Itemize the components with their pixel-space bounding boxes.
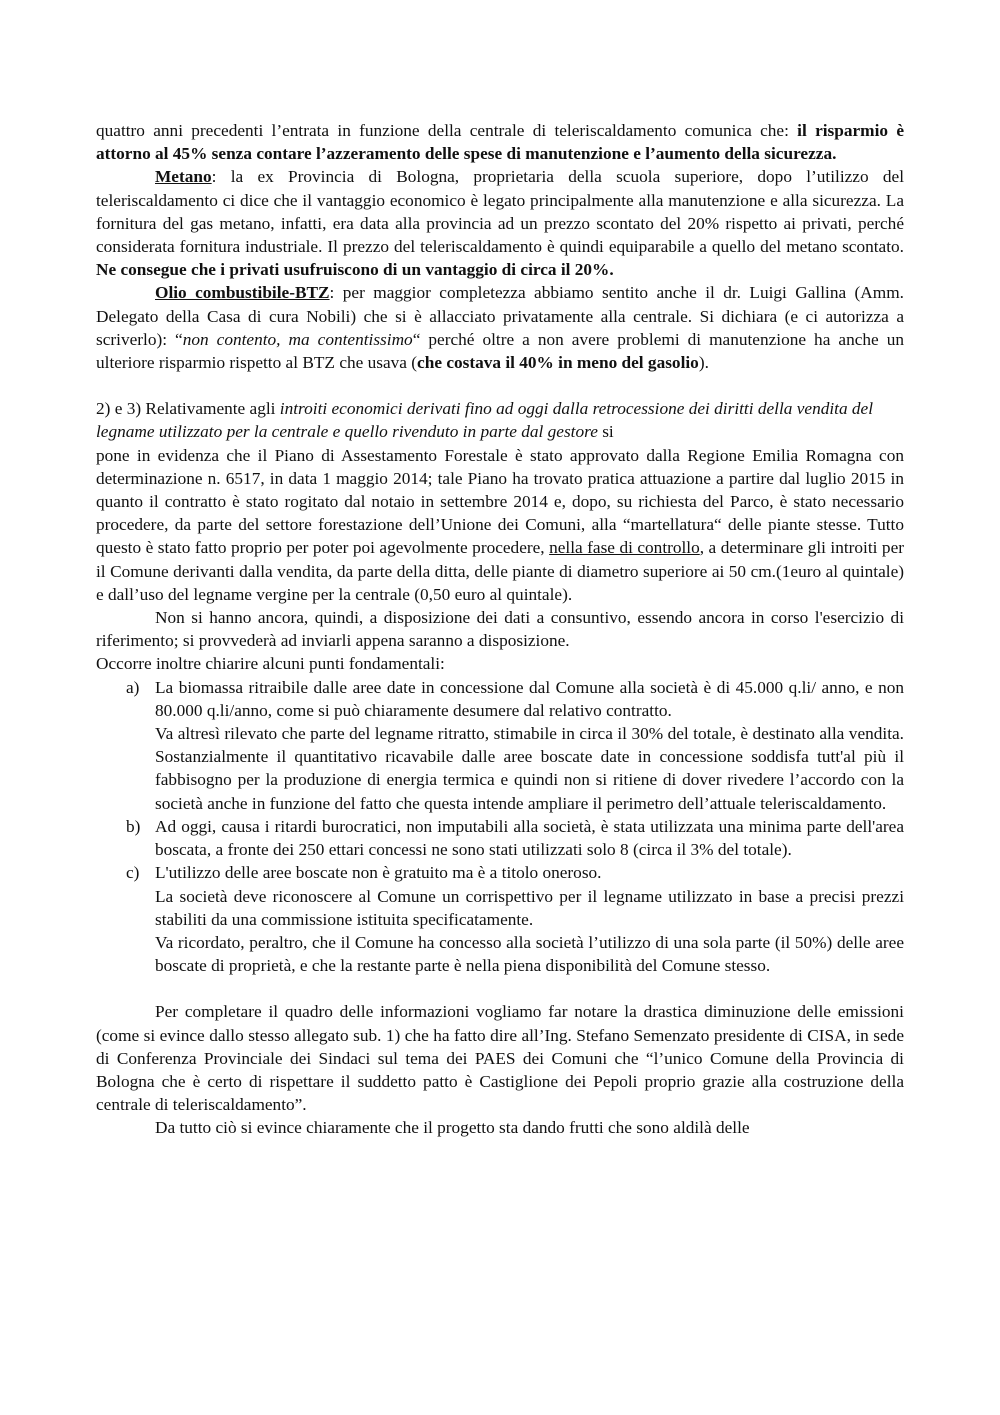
list-item-text: L'utilizzo delle aree boscate non è gratuito ma è a titolo oneroso. <box>155 863 602 883</box>
underlined-text: nella fase di controllo <box>549 538 700 558</box>
list-marker: a) <box>126 677 140 697</box>
paragraph-punti-intro: Occorre inoltre chiarire alcuni punti fondamentali: <box>96 654 445 674</box>
text-span: : la ex Provincia di Bologna, proprietaria della scuola superiore, dopo l’utilizzo del teleriscaldamento ci dice che il vantaggio economico è legato principalmente alla manutenzione e alla sicurezza. La fornitura del gas metano, infatti, era data alla provincia ad un prezzo scontato del 20% rispetto ai privati, perché considerata fornitura industriale. Il prezzo del teleriscaldamento è quindi equiparabile a quello del metano scontato. <box>96 167 904 257</box>
spacer <box>96 977 904 1000</box>
text-span: , a determinare gli introiti per il Comune derivanti dalla vendita, da parte della ditta, delle piante di diametro superiore ai 50 cm.(1euro al quintale) e dall’uso del legname vergine per la centrale (0,50 euro al quintale). <box>96 538 904 604</box>
list-item-c <box>96 861 904 977</box>
bold-text: Ne consegue che i privati usufruiscono di un vantaggio di circa il 20%. <box>96 260 614 280</box>
bold-text: che costava il 40% in meno del gasolio <box>417 353 699 373</box>
text-span: : per maggior completezza abbiamo sentito anche il dr. Luigi Gallina (Amm. Delegato della Casa di cura Nobili) che si è allacciato privatamente alla centrale. Si dichiara (e ci autorizza a scriverlo): “ <box>96 283 904 349</box>
list-marker: c) <box>126 863 140 883</box>
section-label-metano: Metano <box>155 167 212 187</box>
text-span: si <box>597 422 614 442</box>
list-item-text: Va altresì rilevato che parte del legname ritratto, stimabile in circa il 30% del totale, è destinato alla vendita. Sostanzialmente il quantitativo ricavabile dalle aree boscate date in concessione soddisfa tutt'al più il fabbisogno per la produzione di energia termica e quindi non si ritiene di dover rivedere l’accordo con la società anche in funzione del fatto che questa intende ampliare il perimetro dell’attuale teleriscaldamento. <box>155 724 904 813</box>
paragraph-risparmio <box>96 119 904 165</box>
paragraph-dati-consuntivo: Non si hanno ancora, quindi, a disposizione dei dati a consuntivo, essendo ancora in corso l'esercizio di riferimento; si provvederà ad inviarli appena saranno a disposizione. <box>96 608 904 651</box>
list-marker: b) <box>126 816 141 836</box>
text-span: pone in evidenza che il Piano di Assestamento Forestale è stato approvato dalla Regione Emilia Romagna con determinazione n. 6517, in data 1 maggio 2014; tale Piano ha trovato pratica attuazione a partire dal luglio 2015 in quanto il contratto è stato rogitato dal notaio in settembre 2014 e, dopo, su richiesta del Parco, è stato necessario procedere, da parte del settore forestazione dell’Unione dei Comuni, alla “martellatura“ delle piante stesse. Tutto questo è stato fatto proprio per poter poi agevolmente procedere, <box>96 445 904 558</box>
list-item-text: La società deve riconoscere al Comune un corrispettivo per il legname utilizzato in base a precisi prezzi stabiliti da una commissione istituita specificatamente. <box>155 886 904 929</box>
paragraph-conclusione: Da tutto ciò si evince chiaramente che il progetto sta dando frutti che sono aldilà delle <box>155 1118 750 1138</box>
text-span: “ perché oltre a non avere problemi di manutenzione ha anche un ulteriore risparmio rispetto al BTZ che usava ( <box>96 329 904 373</box>
bold-text: il risparmio è attorno al 45% senza contare l’azzeramento delle spese di manutenzione e l’aumento della sicurezza. <box>96 121 904 164</box>
text-span: quattro anni precedenti l’entrata in funzione della centrale di teleriscaldamento comunica che: <box>96 121 798 140</box>
text-span: ). <box>698 353 709 373</box>
italic-text: introiti economici derivati fino ad oggi dalla retrocessione dei diritti della vendita del legname utilizzato per la centrale e quello rivenduto in parte dal gestore <box>96 399 874 442</box>
list-item-b <box>96 815 904 861</box>
document-page <box>96 119 904 1140</box>
points-list <box>96 676 904 978</box>
italic-quote: non contento, ma contentissimo <box>182 329 413 349</box>
spacer <box>96 374 904 397</box>
list-item-text: Ad oggi, causa i ritardi burocratici, non imputabili alla società, è stata utilizzata una minima parte dell'area boscata, a fronte dei 250 ettari concessi ne sono stati utilizzati solo 8 (circa il 3% del totale). <box>155 816 904 860</box>
text-span: 2) e 3) Relativamente agli <box>96 399 280 419</box>
paragraph-emissioni: Per completare il quadro delle informazioni vogliamo far notare la drastica diminuzione delle emissioni (come si evince dallo stesso allegato sub. 1) che ha fatto dire all’Ing. Stefano Semenzato presidente di CISA, in sede di Conferenza Provinciale dei Sindaci sul tema dei PAES dei Comuni che “l’unico Comune della Provincia di Bologna che è certo di rispettare il suddetto patto è Castiglione dei Pepoli proprio grazie alla costruzione della centrale di teleriscaldamento”. <box>96 1002 904 1115</box>
paragraph-olio <box>96 281 904 374</box>
section-label-olio: Olio combustibile-BTZ <box>155 283 330 303</box>
list-item-text: La biomassa ritraibile dalle aree date in concessione dal Comune alla società è di 45.000 q.li/ anno, e non 80.000 q.li/anno, come si può chiaramente desumere dal relativo contratto. <box>155 677 904 720</box>
paragraph-metano <box>96 165 904 281</box>
list-item-a <box>96 676 904 815</box>
paragraph-introiti-heading <box>96 397 904 443</box>
paragraph-piano-forestale <box>96 444 904 606</box>
list-item-text: Va ricordato, peraltro, che il Comune ha concesso alla società l’utilizzo di una sola parte (il 50%) delle aree boscate di proprietà, e che la restante parte è nella piena disponibilità del Comune stesso. <box>155 932 904 976</box>
